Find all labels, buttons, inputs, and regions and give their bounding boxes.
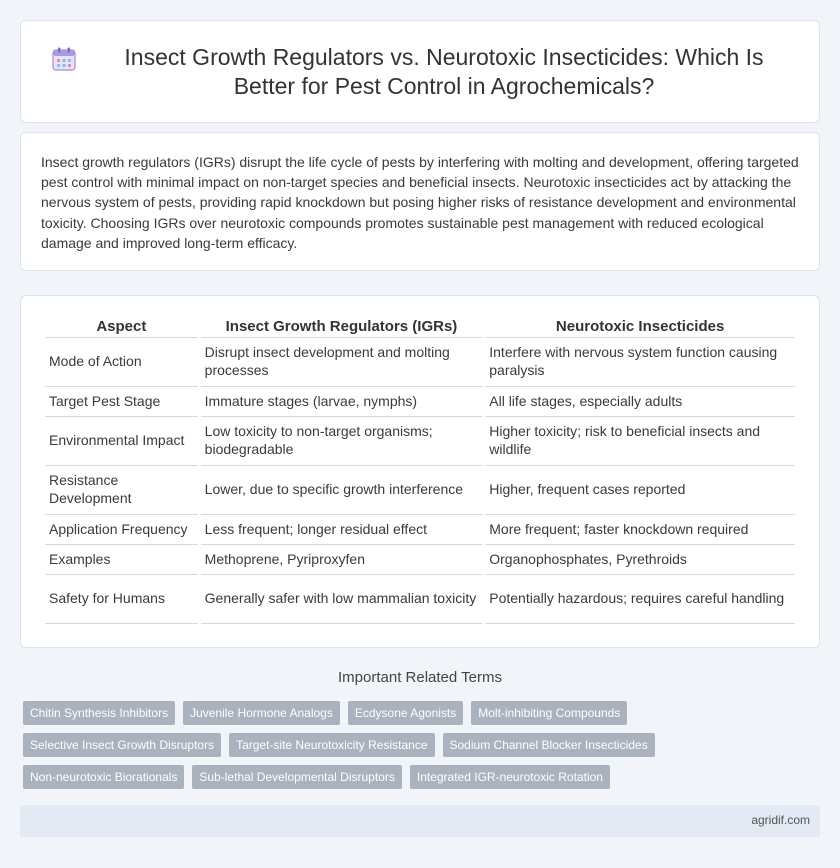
igr-cell: Generally safer with low mammalian toxicity: [201, 575, 483, 624]
footer-site-link[interactable]: agridif.com: [751, 813, 810, 827]
table-row: [45, 338, 795, 387]
neurotoxic-cell: Higher, frequent cases reported: [485, 466, 795, 515]
aspect-cell: Resistance Development: [45, 466, 198, 515]
comparison-table: [42, 315, 798, 624]
aspect-cell: Environmental Impact: [45, 417, 198, 466]
calendar-icon: [51, 46, 77, 72]
table-row: [45, 575, 795, 624]
tag-molt-inhibiting-compounds[interactable]: Molt-inhibiting Compounds: [471, 701, 627, 725]
tag-chitin-synthesis-inhibitors[interactable]: Chitin Synthesis Inhibitors: [23, 701, 175, 725]
column-header-neurotoxic: Neurotoxic Insecticides: [485, 315, 795, 338]
igr-cell: Low toxicity to non-target organisms; biodegradable: [201, 417, 483, 466]
related-terms-tags: [23, 701, 823, 797]
table-header-row: [45, 315, 795, 338]
tag-row: [23, 701, 823, 725]
igr-cell: Lower, due to specific growth interference: [201, 466, 483, 515]
aspect-cell: Examples: [45, 545, 198, 575]
tag-sodium-channel-blocker-insecticides[interactable]: Sodium Channel Blocker Insecticides: [443, 733, 655, 757]
igr-cell: Less frequent; longer residual effect: [201, 515, 483, 545]
igr-cell: Immature stages (larvae, nymphs): [201, 387, 483, 417]
igr-cell: Disrupt insect development and molting processes: [201, 338, 483, 387]
neurotoxic-cell: Interfere with nervous system function causing paralysis: [485, 338, 795, 387]
table-row: [45, 466, 795, 515]
igr-cell: Methoprene, Pyriproxyfen: [201, 545, 483, 575]
neurotoxic-cell: Potentially hazardous; requires careful handling: [485, 575, 795, 624]
tag-ecdysone-agonists[interactable]: Ecdysone Agonists: [348, 701, 463, 725]
aspect-cell: Application Frequency: [45, 515, 198, 545]
tag-integrated-igr-neurotoxic-rotation[interactable]: Integrated IGR-neurotoxic Rotation: [410, 765, 610, 789]
column-header-igr: Insect Growth Regulators (IGRs): [201, 315, 483, 338]
tag-selective-insect-growth-disruptors[interactable]: Selective Insect Growth Disruptors: [23, 733, 221, 757]
table-row: [45, 387, 795, 417]
tag-juvenile-hormone-analogs[interactable]: Juvenile Hormone Analogs: [183, 701, 340, 725]
comparison-card: [20, 295, 820, 648]
tag-row: [23, 765, 823, 789]
footer: [20, 805, 820, 837]
aspect-cell: Safety for Humans: [45, 575, 198, 624]
page-title: Insect Growth Regulators vs. Neurotoxic Insecticides: Which Is Better for Pest Control in Agrochemicals?: [124, 43, 764, 99]
intro-card: [20, 132, 820, 271]
tag-target-site-neurotoxicity-resistance[interactable]: Target-site Neurotoxicity Resistance: [229, 733, 434, 757]
neurotoxic-cell: Higher toxicity; risk to beneficial insects and wildlife: [485, 417, 795, 466]
neurotoxic-cell: More frequent; faster knockdown required: [485, 515, 795, 545]
neurotoxic-cell: All life stages, especially adults: [485, 387, 795, 417]
intro-paragraph: Insect growth regulators (IGRs) disrupt the life cycle of pests by interfering with molting and development, offering targeted pest control with minimal impact on non-target species and beneficial insects. Neurotoxic insecticides act by attacking the nervous system of pests, providing rapid knockdown but posing higher risks of resistance development and environmental toxicity. Choosing IGRs over neurotoxic compounds promotes sustainable pest management with reduced ecological damage and improved long-term efficacy.: [41, 154, 799, 251]
column-header-aspect: Aspect: [45, 315, 198, 338]
table-row: [45, 545, 795, 575]
aspect-cell: Mode of Action: [45, 338, 198, 387]
table-row: [45, 515, 795, 545]
related-terms-heading: Important Related Terms: [338, 669, 502, 686]
tag-row: [23, 733, 823, 757]
table-row: [45, 417, 795, 466]
tag-sub-lethal-developmental-disruptors[interactable]: Sub-lethal Developmental Disruptors: [192, 765, 401, 789]
title-card: [20, 20, 820, 123]
tag-non-neurotoxic-biorationals[interactable]: Non-neurotoxic Biorationals: [23, 765, 184, 789]
aspect-cell: Target Pest Stage: [45, 387, 198, 417]
neurotoxic-cell: Organophosphates, Pyrethroids: [485, 545, 795, 575]
